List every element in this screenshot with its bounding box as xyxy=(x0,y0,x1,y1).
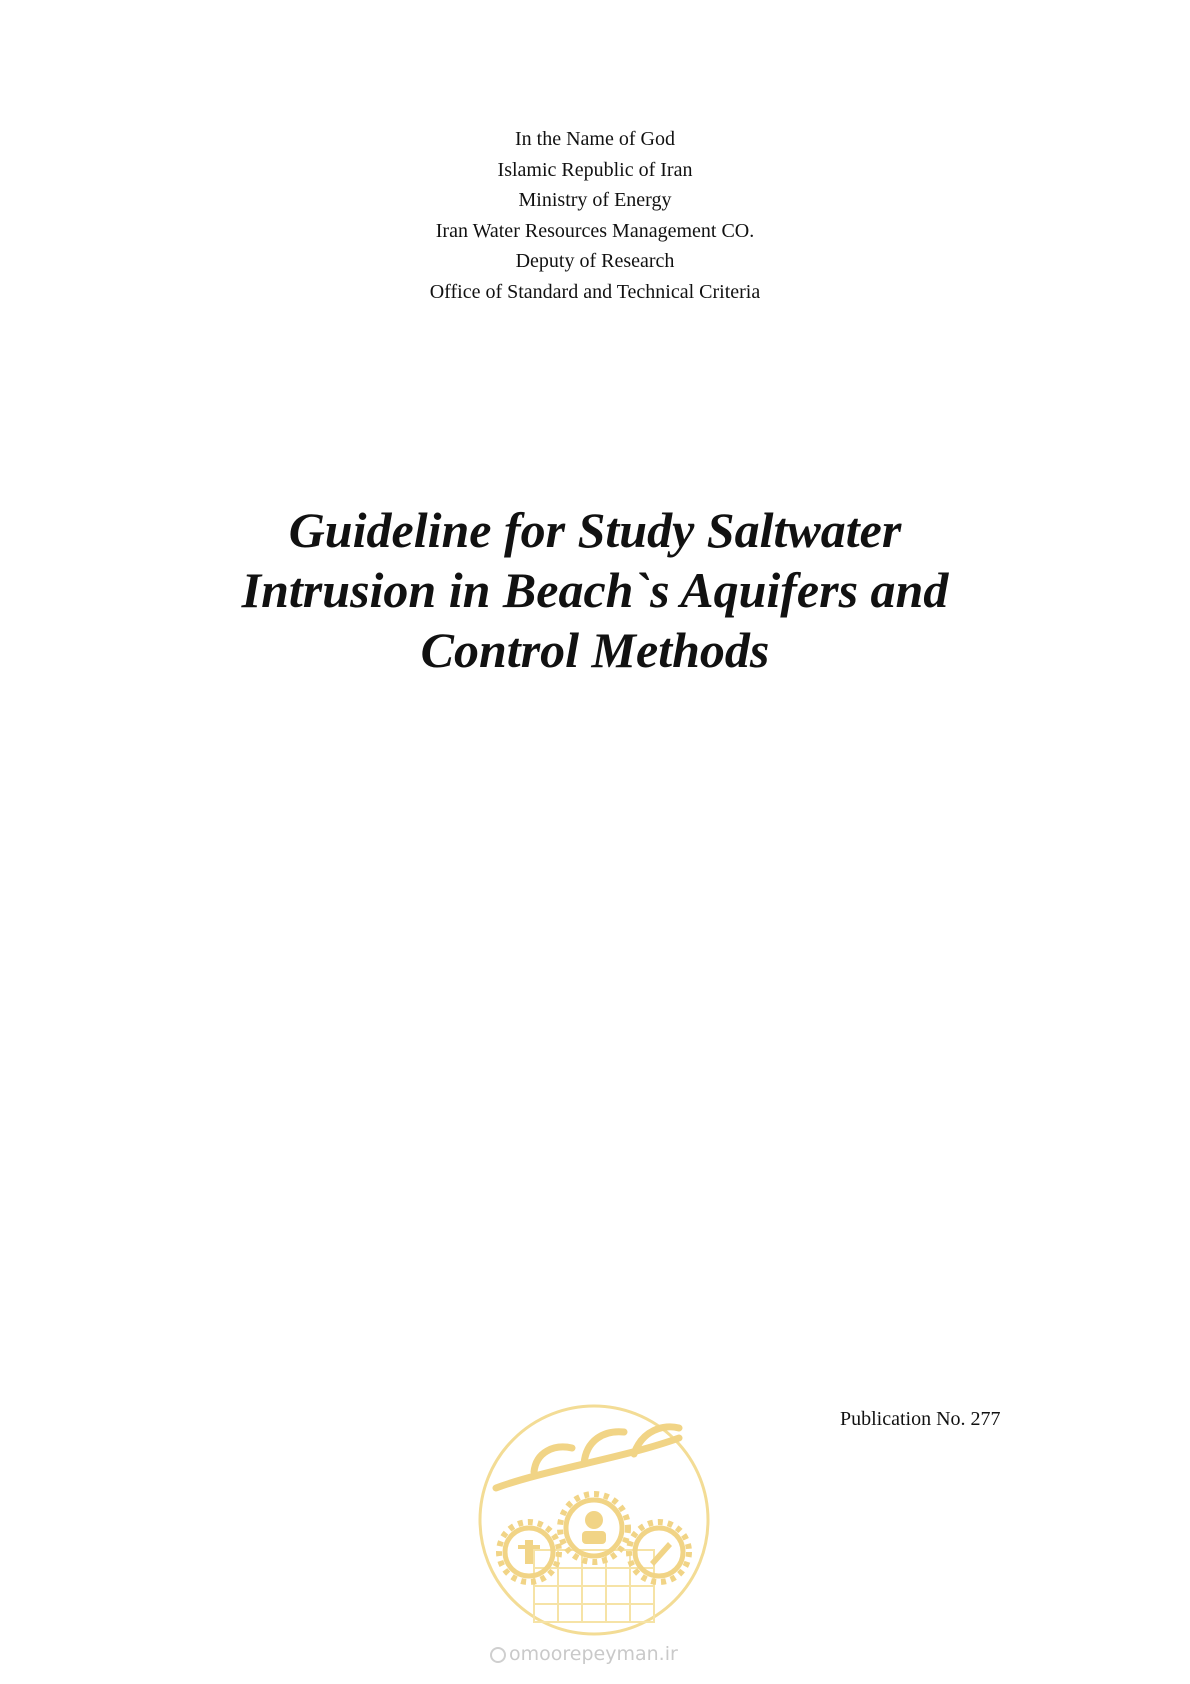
watermark-url-text: omoorepeyman.ir xyxy=(509,1643,678,1665)
publication-number: Publication No. 277 xyxy=(840,1408,1001,1430)
globe-icon xyxy=(490,1647,506,1663)
watermark-url xyxy=(490,1640,710,1668)
title-line-3: Control Methods xyxy=(420,622,770,678)
header-line-republic: Islamic Republic of Iran xyxy=(497,158,693,181)
title-line-2: Intrusion in Beach`s Aquifers and xyxy=(241,562,949,618)
watermark-seal-logo xyxy=(474,1400,714,1640)
header-line-office: Office of Standard and Technical Criteria xyxy=(429,280,761,303)
seal-emblem-icon xyxy=(474,1400,714,1640)
header-line-deputy: Deputy of Research xyxy=(515,250,675,273)
document-title xyxy=(0,500,1190,680)
header-line-god: In the Name of God xyxy=(515,128,675,150)
header-block xyxy=(0,124,1190,308)
header-line-company: Iran Water Resources Management CO. xyxy=(435,219,755,242)
title-line-1: Guideline for Study Saltwater xyxy=(288,502,902,558)
header-line-ministry: Ministry of Energy xyxy=(518,189,672,212)
